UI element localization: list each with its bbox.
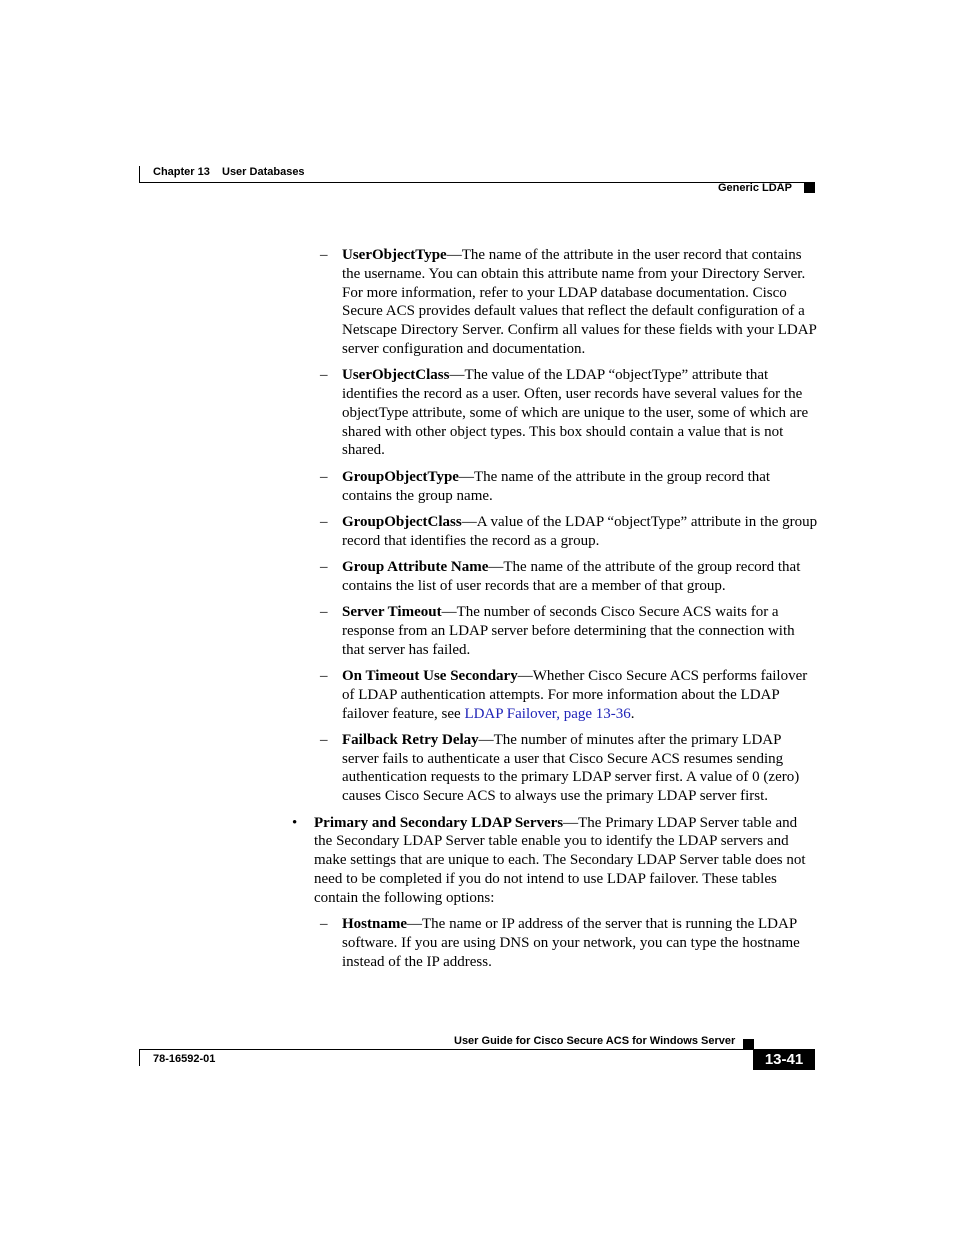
header-square <box>804 183 815 193</box>
bullet-item-ldap-servers <box>290 814 818 908</box>
list-item-groupobjecttype <box>290 468 818 506</box>
description: —The number of minutes after the primary LDAP server fails to authenticate a user that Cisco Secure ACS resumes sending authentication requests to the primary LDAP server first. A value of 0 (zero) causes Cisco Secure ACS to always use the primary LDAP server first. <box>342 731 800 805</box>
dash-marker: – <box>320 667 328 684</box>
description: —A value of the LDAP “objectType” attribute in the group record that identifies the record as a group. <box>342 513 818 549</box>
term: UserObjectClass <box>342 367 450 384</box>
chapter-number: Chapter 13 <box>153 166 210 178</box>
term: GroupObjectClass <box>342 513 462 530</box>
section-title: Generic LDAP <box>718 182 792 194</box>
list-item-server-timeout <box>290 603 818 659</box>
description: —The number of seconds Cisco Secure ACS waits for a response from an LDAP server before determining that the connection with that server has failed. <box>342 604 795 658</box>
footer-left-tick <box>139 1049 140 1066</box>
dash-marker: – <box>320 513 328 530</box>
description: —The name of the attribute in the group record that contains the group name. <box>342 468 771 504</box>
footer-rule <box>139 1049 815 1050</box>
list-item-groupobjectclass <box>290 513 818 551</box>
body-content <box>290 246 818 979</box>
description: —The name of the attribute of the group record that contains the list of user records that are a member of that group. <box>342 558 801 594</box>
page-number: 13-41 <box>753 1050 815 1070</box>
chapter-title: User Databases <box>222 166 305 178</box>
list-item-group-attribute-name <box>290 558 818 596</box>
ldap-failover-link[interactable]: LDAP Failover, page 13-36 <box>464 705 631 722</box>
bullet-marker: • <box>292 814 298 831</box>
list-item-userobjecttype <box>290 246 818 359</box>
term: Group Attribute Name <box>342 558 489 575</box>
dash-marker: – <box>320 468 328 485</box>
doc-number: 78-16592-01 <box>153 1053 216 1065</box>
dash-marker: – <box>320 604 328 621</box>
description-end: . <box>630 705 635 722</box>
term: UserObjectType <box>342 247 447 263</box>
dash-marker: – <box>320 247 328 263</box>
list-item-on-timeout-use-secondary <box>290 667 818 723</box>
term: GroupObjectType <box>342 468 459 485</box>
description: —The value of the LDAP “objectType” attribute that identifies the record as a user. Often, user records have several values for the objectType attribute, some of which are unique to the user, some of which are shared with other object types. This box should contain a value that is not shared. <box>342 367 809 459</box>
dash-marker: – <box>320 731 328 748</box>
term: On Timeout Use Secondary <box>342 667 518 684</box>
header-rule <box>139 182 815 183</box>
description: —Whether Cisco Secure ACS performs failover of LDAP authentication attempts. For more information about the LDAP failover feature, see <box>342 667 808 722</box>
description: —The name of the attribute in the user record that contains the username. You can obtain this attribute name from your Directory Server. For more information, refer to your LDAP database documentation. Cisco Secure ACS provides default values that reflect the default configuration of a Netscape Directory Server. Confirm all values for these fields with your LDAP server configuration and documentation. <box>342 247 817 357</box>
list-item-hostname <box>290 915 818 971</box>
header-left-tick <box>139 166 140 183</box>
list-item-userobjectclass <box>290 366 818 460</box>
footer-square <box>743 1039 754 1049</box>
term: Hostname <box>342 916 407 932</box>
list-item-failback-retry-delay <box>290 731 818 806</box>
description: —The Primary LDAP Server table and the Secondary LDAP Server table enable you to identify the LDAP servers and make settings that are unique to each. The Secondary LDAP Server table does not need to be completed if you do not intend to use LDAP failover. These tables contain the following options: <box>314 814 806 906</box>
dash-marker: – <box>320 558 328 575</box>
term: Primary and Secondary LDAP Servers <box>314 814 564 831</box>
description: —The name or IP address of the server that is running the LDAP software. If you are using DNS on your network, you can type the hostname instead of the IP address. <box>342 916 800 970</box>
dash-marker: – <box>320 367 328 384</box>
guide-title: User Guide for Cisco Secure ACS for Windows Server <box>454 1035 736 1047</box>
term: Server Timeout <box>342 604 442 621</box>
term: Failback Retry Delay <box>342 731 479 748</box>
dash-marker: – <box>320 916 328 932</box>
